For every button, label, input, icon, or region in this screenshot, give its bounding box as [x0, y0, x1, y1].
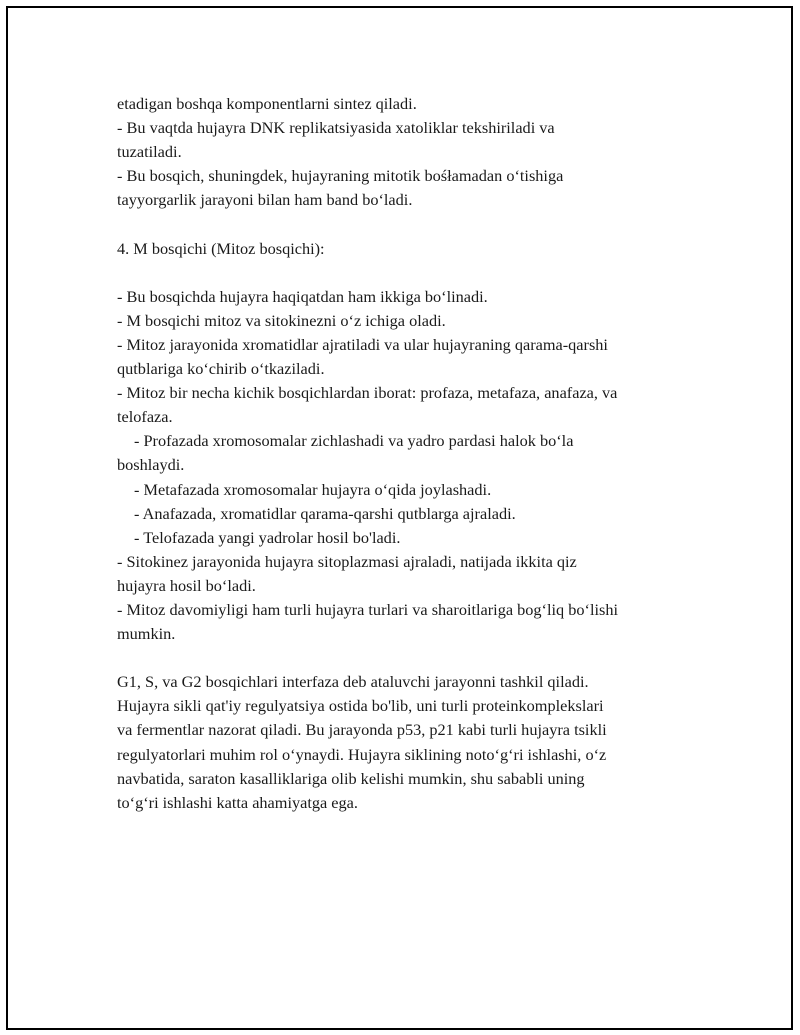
text-line-indented: - Profazada xromosomalar zichlashadi va yadro pardasi halok bo‘la: [134, 431, 574, 451]
text-line: - Sitokinez jarayonida hujayra sitoplazmasi ajraladi, natijada ikkita qiz: [117, 551, 577, 571]
text-line: - Bu bosqich, shuningdek, hujayraning mitotik bośłamadan o‘tishiga: [117, 166, 564, 186]
section-heading: 4. M bosqichi (Mitoz bosqichi):: [117, 238, 325, 258]
text-line: - M bosqichi mitoz va sitokinezni o‘z ichiga oladi.: [117, 310, 446, 330]
text-line: navbatida, saraton kasalliklariga olib kelishi mumkin, shu sababli uning: [117, 768, 585, 788]
text-line: - Mitoz bir necha kichik bosqichlardan iborat: profaza, metafaza, anafaza, va: [117, 383, 618, 403]
text-line: etadigan boshqa komponentlarni sintez qiladi.: [117, 94, 417, 113]
text-line-indented: - Telofazada yangi yadrolar hosil bo'ladi.: [134, 527, 401, 547]
blank-line: [117, 646, 697, 670]
document-body: [117, 92, 697, 815]
text-line: telofaza.: [117, 407, 173, 427]
blank-line: [117, 212, 697, 236]
text-line: boshlaydi.: [117, 455, 185, 475]
text-line-indented: - Anafazada, xromatidlar qarama-qarshi qutblarga ajraladi.: [134, 503, 516, 523]
text-line: tayyorgarlik jarayoni bilan ham band bo‘ladi.: [117, 190, 413, 210]
text-line: mumkin.: [117, 624, 176, 644]
text-line: Hujayra sikli qat'iy regulyatsiya ostida bo'lib, uni turli proteinkomplekslari: [117, 696, 604, 716]
text-line-indented: - Metafazada xromosomalar hujayra o‘qida joylashadi.: [134, 479, 492, 499]
text-line: hujayra hosil bo‘ladi.: [117, 575, 256, 595]
text-line: va fermentlar nazorat qiladi. Bu jarayonda p53, p21 kabi turli hujayra tsikli: [117, 720, 607, 740]
blank-line: [117, 261, 697, 285]
text-line: - Bu bosqichda hujayra haqiqatdan ham ikkiga bo‘linadi.: [117, 286, 488, 306]
text-line: tuzatiladi.: [117, 142, 182, 162]
text-line: - Mitoz davomiyligi ham turli hujayra turlari va sharoitlariga bog‘liq bo‘lishi: [117, 599, 618, 619]
text-line: regulyatorlari muhim rol o‘ynaydi. Hujayra siklining noto‘g‘ri ishlashi, o‘z: [117, 744, 607, 764]
text-line: - Bu vaqtda hujayra DNK replikatsiyasida xatoliklar tekshiriladi va: [117, 118, 555, 138]
text-line: G1, S, va G2 bosqichlari interfaza deb ataluvchi jarayonni tashkil qiladi.: [117, 672, 589, 692]
text-line: qutblariga ko‘chirib o‘tkaziladi.: [117, 359, 325, 379]
text-line: - Mitoz jarayonida xromatidlar ajratiladi va ular hujayraning qarama-qarshi: [117, 334, 608, 354]
text-line: to‘g‘ri ishlashi katta ahamiyatga ega.: [117, 792, 358, 812]
